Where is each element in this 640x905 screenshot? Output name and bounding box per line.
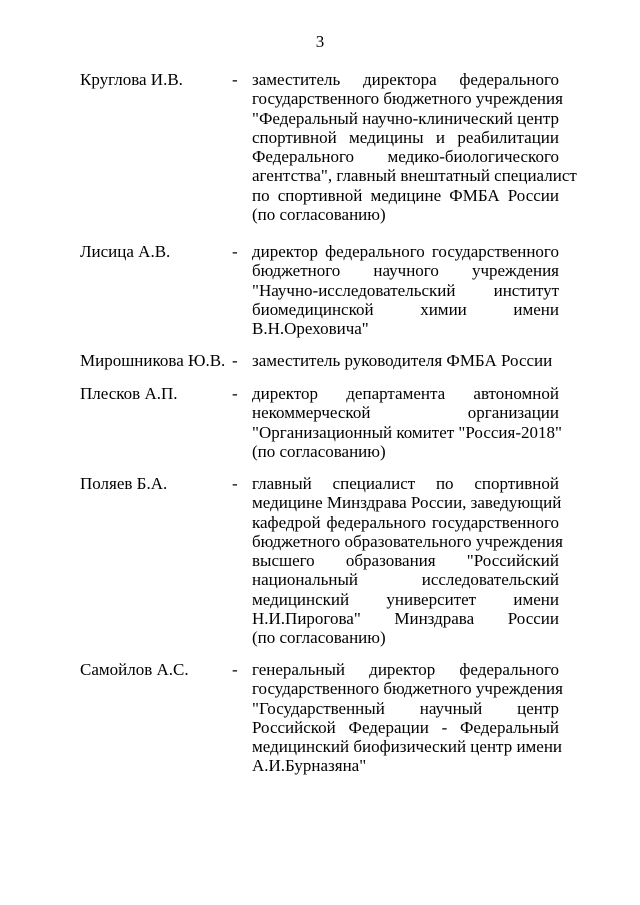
description-line: национальный исследовательский	[252, 570, 559, 590]
description-line: биомедицинской химии имени	[252, 299, 559, 319]
entry-dash: -	[232, 474, 238, 493]
entry-description	[252, 70, 577, 225]
entry-description	[252, 474, 563, 648]
description-line: высшего образования "Российский	[252, 551, 559, 571]
description-line: некоммерческой организации	[252, 403, 559, 423]
description-line: по спортивной медицине ФМБА России	[252, 185, 559, 205]
entry-dash: -	[232, 384, 238, 403]
entry-dash: -	[232, 660, 238, 679]
description-line: бюджетного образовательного учреждения	[252, 531, 563, 551]
entry-dash: -	[232, 70, 238, 89]
description-line: главный специалист по спортивной	[252, 474, 559, 493]
entry-name: Самойлов А.С.	[80, 660, 189, 679]
entry-dash: -	[232, 242, 238, 261]
description-line: Н.И.Пирогова" Минздрава России	[252, 609, 559, 629]
description-line: "Научно-исследовательский институт	[252, 280, 559, 300]
entry-name: Плесков А.П.	[80, 384, 178, 403]
description-line: (по согласованию)	[252, 205, 386, 225]
description-line: заместитель директора федерального	[252, 70, 559, 89]
entry-description	[252, 242, 559, 338]
description-line: медицинский университет имени	[252, 589, 559, 609]
description-line: Федерального медико-биологического	[252, 147, 559, 167]
entry-description	[252, 351, 559, 370]
description-line: бюджетного научного учреждения	[252, 261, 559, 281]
description-line: В.Н.Ореховича"	[252, 319, 369, 339]
description-line: (по согласованию)	[252, 628, 386, 648]
description-line: директор департамента автономной	[252, 384, 559, 403]
description-line: спортивной медицины и реабилитации	[252, 127, 559, 147]
entry-name: Поляев Б.А.	[80, 474, 168, 493]
entry-description	[252, 660, 563, 776]
description-line: государственного бюджетного учреждения	[252, 89, 563, 109]
description-line: "Государственный научный центр	[252, 698, 559, 718]
entry-name: Круглова И.В.	[80, 70, 183, 89]
description-line: медицине Минздрава России, заведующий	[252, 493, 562, 513]
description-line: медицинский биофизический центр имени	[252, 737, 563, 757]
description-line: "Федеральный научно-клинический центр	[252, 108, 559, 128]
description-line: генеральный директор федерального	[252, 660, 559, 679]
entry-name: Мирошникова Ю.В.	[80, 351, 226, 370]
description-line: (по согласованию)	[252, 441, 386, 461]
page-number: 3	[315, 32, 325, 51]
entry-name: Лисица А.В.	[80, 242, 171, 261]
entry-description	[252, 384, 562, 461]
entry-dash: -	[232, 351, 238, 370]
description-line: заместитель руководителя ФМБА России	[252, 351, 553, 370]
description-line: государственного бюджетного учреждения	[252, 679, 563, 699]
description-line: "Организационный комитет "Россия-2018"	[252, 422, 562, 442]
description-line: Российской Федерации - Федеральный	[252, 717, 559, 737]
description-line: агентства", главный внештатный специалист	[252, 166, 577, 186]
description-line: кафедрой федерального государственного	[252, 512, 559, 532]
description-line: директор федерального государственного	[252, 242, 559, 261]
description-line: А.И.Бурназяна"	[252, 756, 367, 776]
